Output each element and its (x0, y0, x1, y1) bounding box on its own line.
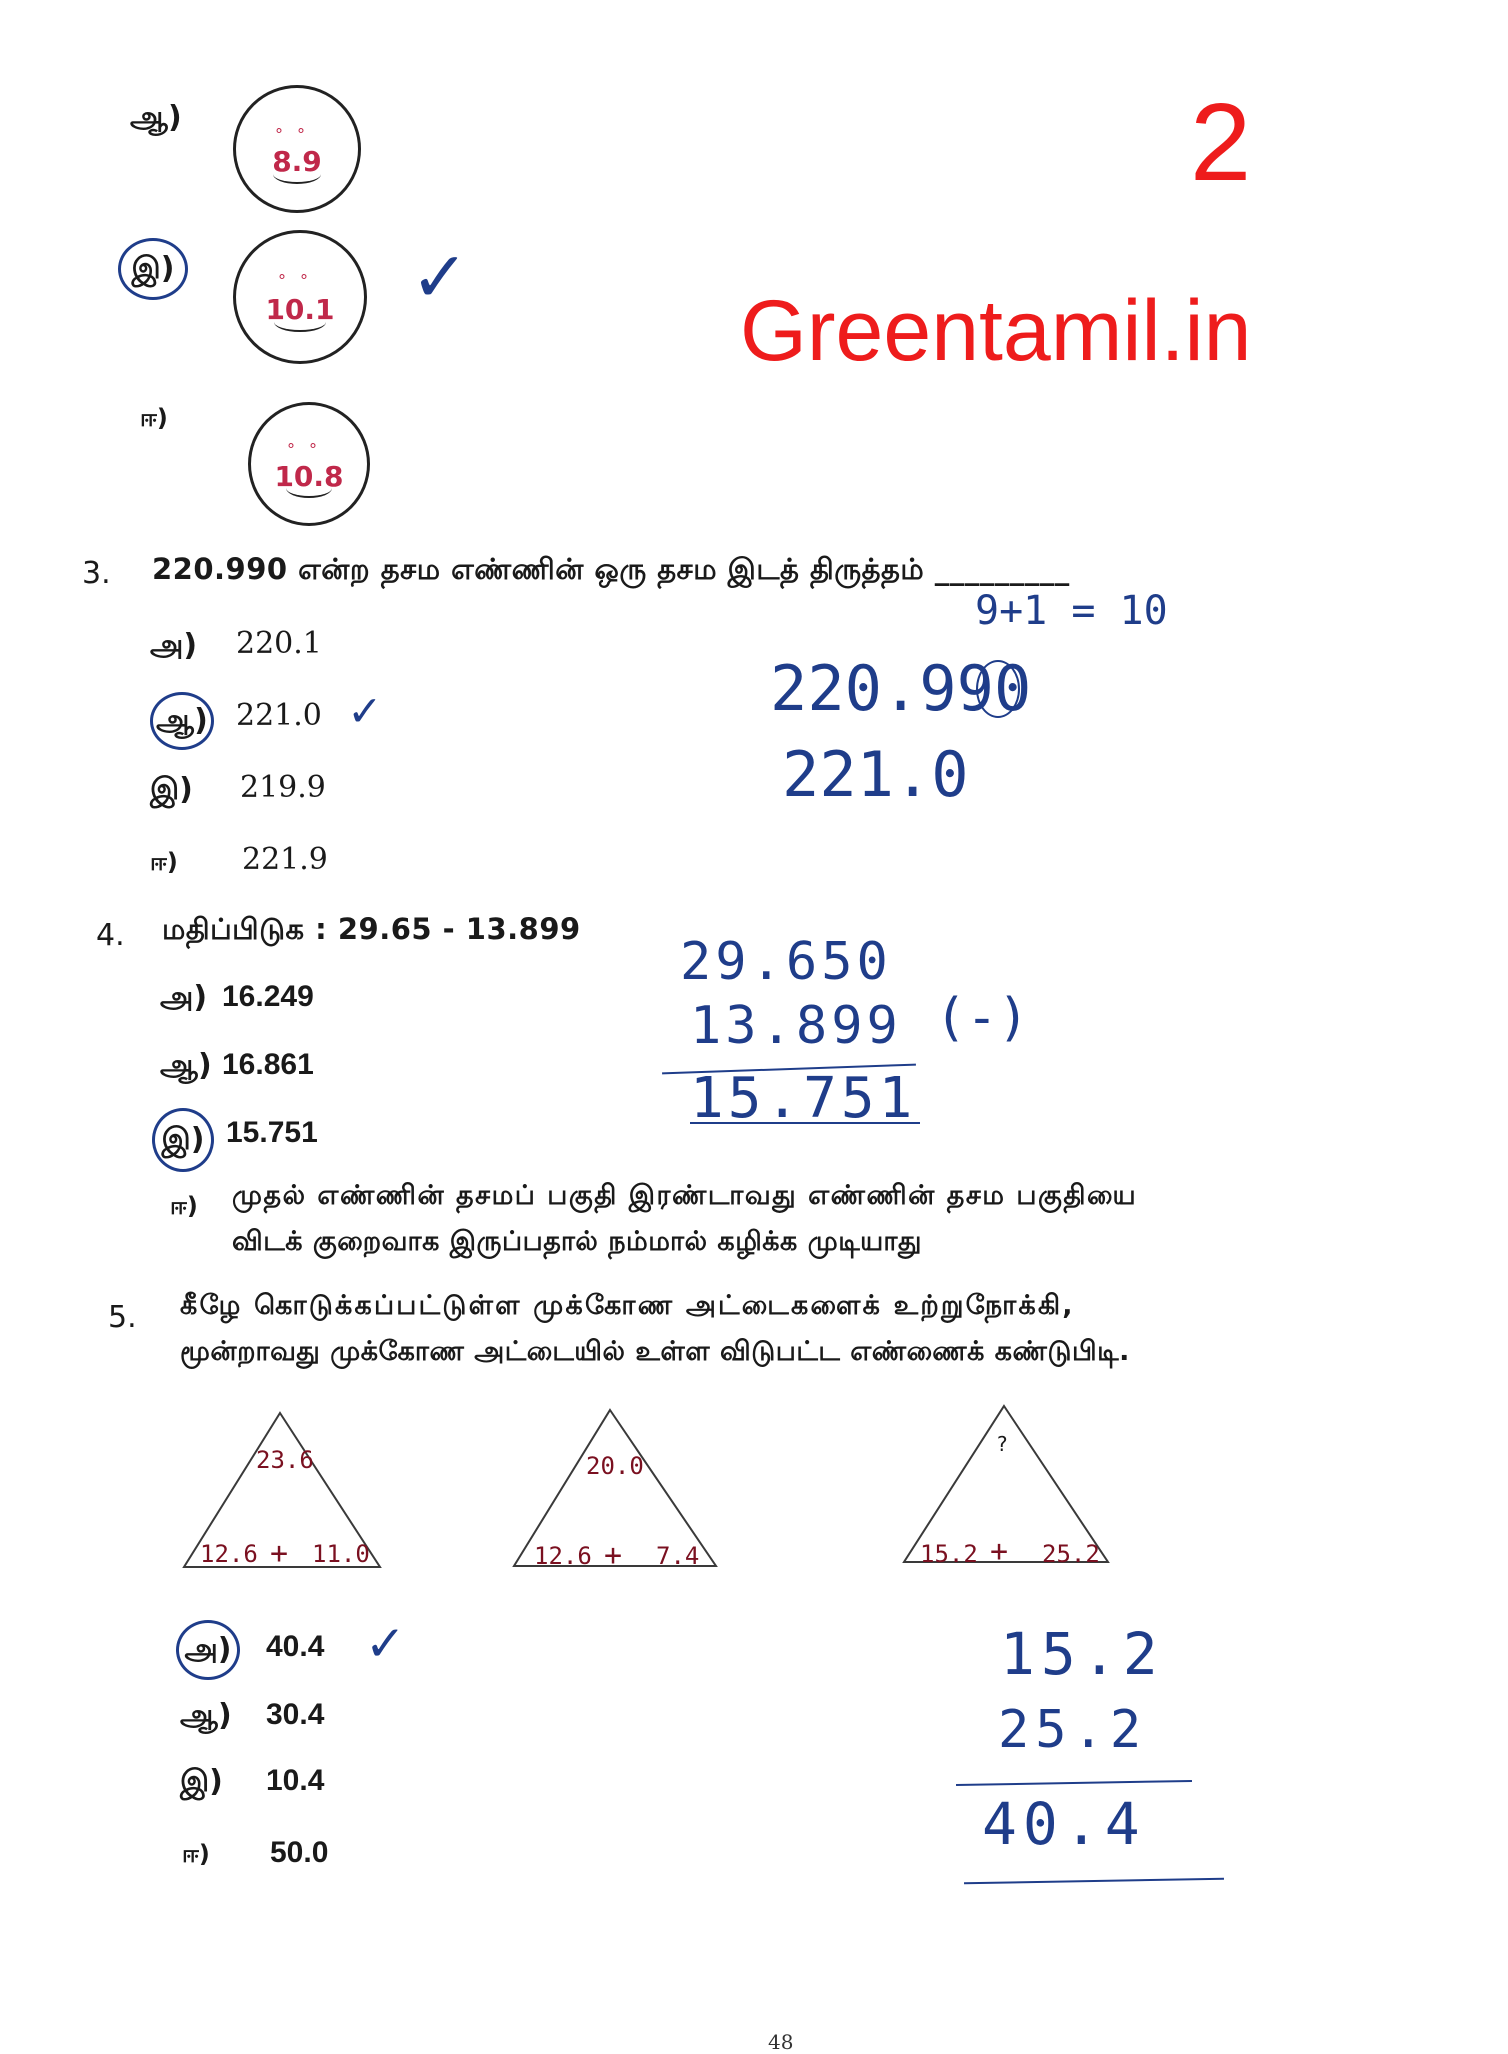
q3-working-line3: 221.0 (782, 738, 969, 811)
q5-option-d-label: ஈ) (182, 1840, 210, 1868)
q5-working-line2: 25.2 (998, 1700, 1148, 1760)
q4-working-minus-sign: (-) (935, 988, 1029, 1048)
q5-option-b-label: ஆ) (180, 1698, 232, 1733)
q2-option-c-label: இ) (118, 238, 188, 300)
q5-number: 5. (108, 1300, 137, 1335)
triangle-2-top: 20.0 (586, 1452, 644, 1480)
triangle-1-right: 11.0 (312, 1540, 370, 1568)
q2-option-d-value: 10.8 (274, 460, 344, 494)
q5-working-rule-2 (964, 1878, 1224, 1885)
triangle-1-op: + (270, 1536, 289, 1571)
triangle-2-right: 7.4 (656, 1542, 700, 1570)
q4-option-b-label: ஆ) (160, 1048, 212, 1083)
q3-option-b-label: ஆ) (150, 692, 214, 750)
page-number: 2 (1190, 81, 1252, 204)
q5-working-rule (956, 1780, 1192, 1786)
tick-mark-icon: ✓ (415, 228, 464, 321)
q4-working-line1: 29.650 (680, 932, 892, 992)
q3-option-a-value: 220.1 (236, 626, 322, 661)
triangle-2-op: + (604, 1538, 623, 1573)
q3-option-d-label: ஈ) (150, 848, 178, 876)
q4-option-d-line1: முதல் எண்ணின் தசமப் பகுதி இரண்டாவது எண்ணின் தசம பகுதியை (232, 1180, 1138, 1211)
q5-option-a-label: அ) (176, 1620, 240, 1680)
smiley-eyes-icon: °° (275, 124, 319, 144)
q2-option-c-value: 10.1 (265, 293, 335, 327)
q4-option-b-value: 16.861 (222, 1048, 314, 1081)
q4-working-line2: 13.899 (690, 996, 902, 1056)
q3-text: 220.990 என்ற தசம எண்ணின் ஒரு தசம இடத் திருத்தம் _________ (152, 552, 1070, 586)
smiley-mouth-icon (286, 478, 332, 498)
q4-option-c-value: 15.751 (226, 1116, 318, 1149)
q3-option-a-label: அ) (150, 628, 198, 663)
q2-option-d-smiley (248, 402, 370, 526)
q5-option-a-value: 40.4 (266, 1630, 325, 1663)
triangle-1-top: 23.6 (256, 1446, 314, 1474)
q3-option-b-value: 221.0 (236, 698, 322, 733)
q5-line1: கீழே கொடுக்கப்பட்டுள்ள முக்கோண அட்டைகளைக் உற்றுநோக்கி, (180, 1290, 1075, 1321)
q4-option-d-label: ஈ) (170, 1192, 198, 1220)
q3-number: 3. (82, 556, 111, 591)
watermark-text: Greentamil.in (740, 283, 1252, 379)
q5-working-line1: 15.2 (1000, 1620, 1164, 1688)
q4-text: மதிப்பிடுக : 29.65 - 13.899 (162, 912, 581, 946)
q2-option-d-label: ஈ) (140, 404, 168, 432)
footer-page-number: 48 (768, 2030, 794, 2054)
smiley-eyes-icon: °° (278, 271, 322, 291)
q5-option-c-label: இ) (180, 1764, 223, 1799)
q3-option-c-label: இ) (150, 772, 193, 807)
q3-working-circle (976, 660, 1020, 718)
q4-option-c-label: இ) (152, 1108, 214, 1172)
smiley-eyes-icon: °° (287, 440, 331, 460)
q4-option-a-label: அ) (160, 980, 208, 1015)
triangle-3-right: 25.2 (1042, 1540, 1100, 1568)
q4-option-a-value: 16.249 (222, 980, 314, 1013)
q3-working-line1: 9+1 = 10 (975, 588, 1168, 634)
q5-option-b-value: 30.4 (266, 1698, 325, 1731)
tick-mark-icon: ✓ (350, 682, 379, 738)
triangle-2-left: 12.6 (534, 1542, 592, 1570)
q4-working-rule-2 (690, 1122, 920, 1124)
smiley-mouth-icon (273, 164, 322, 184)
triangle-1-left: 12.6 (200, 1540, 258, 1568)
q5-option-c-value: 10.4 (266, 1764, 325, 1797)
q2-option-b-label: ஆ) (130, 100, 182, 135)
tick-mark-icon: ✓ (368, 1610, 402, 1675)
q3-option-d-value: 221.9 (242, 842, 328, 877)
smiley-mouth-icon (274, 312, 325, 332)
q3-option-c-value: 219.9 (240, 770, 326, 805)
triangle-3-top: ? (996, 1432, 1009, 1456)
q3-working-line2: 220.990 (770, 652, 1032, 725)
triangle-3-left: 15.2 (920, 1540, 978, 1568)
q5-line2: மூன்றாவது முக்கோண அட்டையில் உள்ள விடுபட்ட எண்ணைக் கண்டுபிடி. (180, 1336, 1130, 1367)
q4-option-d-line2: விடக் குறைவாக இருப்பதால் நம்மால் கழிக்க முடியாது (232, 1226, 922, 1257)
q2-option-b-smiley (233, 85, 361, 213)
q4-number: 4. (96, 918, 125, 953)
q4-working-result: 15.751 (690, 1066, 917, 1131)
q2-option-c-smiley (233, 230, 367, 364)
q2-option-b-value: 8.9 (272, 145, 322, 179)
q5-option-d-value: 50.0 (270, 1836, 329, 1869)
q5-working-result: 40.4 (982, 1790, 1146, 1858)
triangle-3-op: + (990, 1534, 1009, 1569)
